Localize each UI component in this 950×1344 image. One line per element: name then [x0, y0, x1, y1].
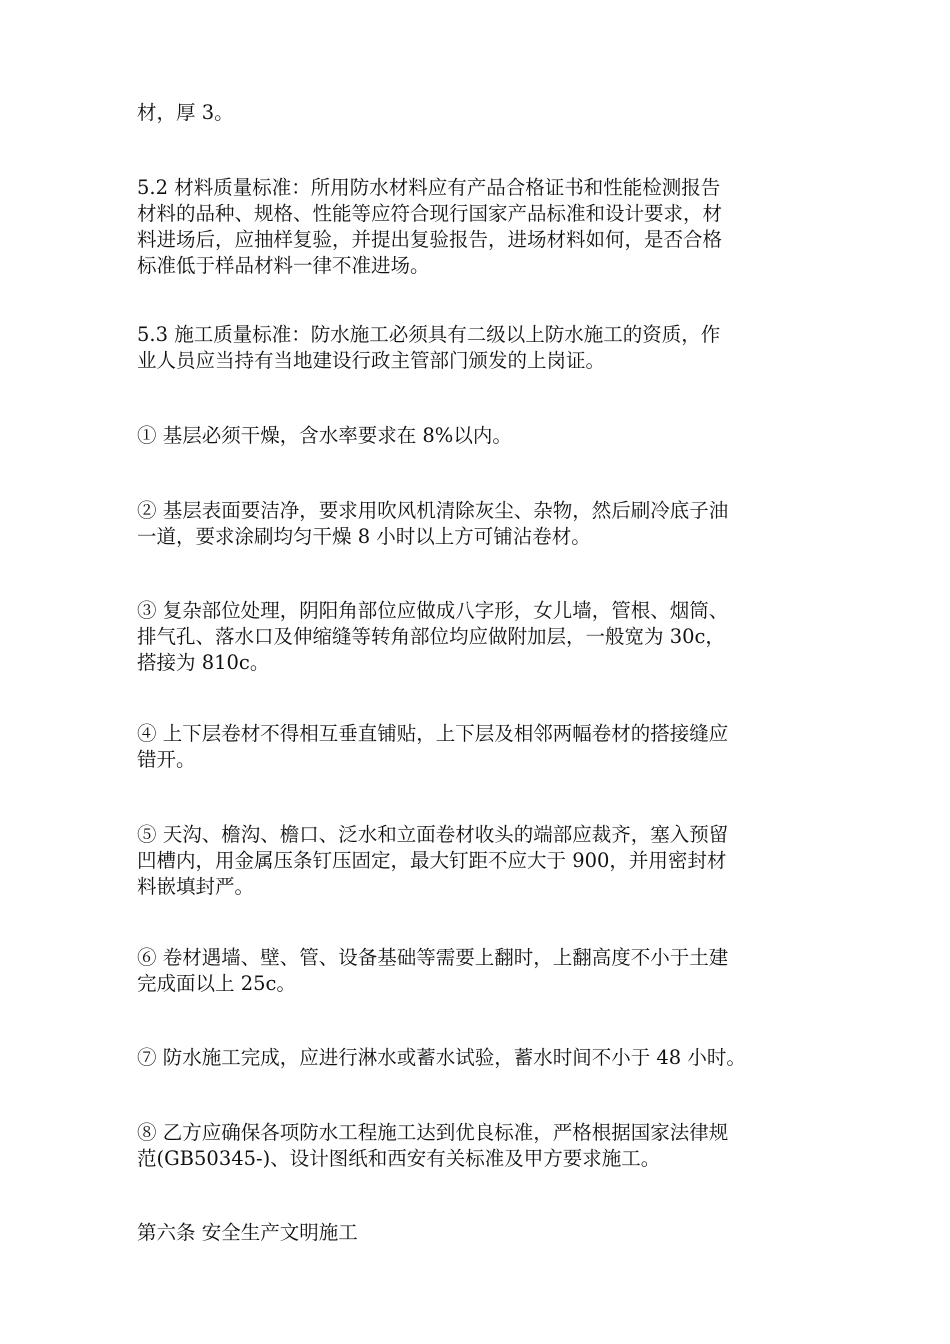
text-line: 材料的品种、规格、性能等应符合现行国家产品标准和设计要求，材	[137, 202, 723, 225]
text-line: ⑤ 天沟、檐沟、檐口、泛水和立面卷材收头的端部应裁齐，塞入预留	[137, 823, 729, 846]
text-line: ⑧ 乙方应确保各项防水工程施工达到优良标准，严格根据国家法律规	[137, 1121, 729, 1144]
text-line: ⑦ 防水施工完成，应进行淋水或蓄水试验，蓄水时间不小于 48 小时。	[137, 1046, 746, 1069]
text-line: ④ 上下层卷材不得相互垂直铺贴，上下层及相邻两幅卷材的搭接缝应	[137, 722, 729, 745]
list-item-4	[137, 721, 817, 773]
text-line: ② 基层表面要洁净，要求用吹风机清除灰尘、杂物，然后刷冷底子油	[137, 499, 729, 522]
text-line: 业人员应当持有当地建设行政主管部门颁发的上岗证。	[137, 349, 606, 372]
list-item-3	[137, 598, 817, 676]
text-line: 第六条 安全生产文明施工	[137, 1221, 358, 1244]
text-line: 范(GB50345-)、设计图纸和西安有关标准及甲方要求施工。	[137, 1147, 661, 1170]
paragraph-continuation	[137, 100, 817, 126]
text-line: 标准低于样品材料一律不准进场。	[137, 254, 430, 277]
paragraph-5-2-material-quality	[137, 175, 817, 279]
text-line: 5.2 材料质量标准：所用防水材料应有产品合格证书和性能检测报告	[137, 176, 721, 199]
text-line: 一道，要求涂刷均匀干燥 8 小时以上方可铺沾卷材。	[137, 525, 591, 548]
text-line: 料嵌填封严。	[137, 875, 255, 898]
text-line: ⑥ 卷材遇墙、壁、管、设备基础等需要上翻时，上翻高度不小于土建	[137, 946, 729, 969]
list-item-5	[137, 822, 817, 900]
list-item-8	[137, 1120, 817, 1172]
text-line: 5.3 施工质量标准：防水施工必须具有二级以上防水施工的资质，作	[137, 323, 721, 346]
text-line: 排气孔、落水口及伸缩缝等转角部位均应做附加层，一般宽为 30c，	[137, 625, 725, 648]
list-item-1	[137, 423, 817, 449]
list-item-2	[137, 498, 817, 550]
text-line: 材，厚 3。	[137, 101, 234, 124]
text-line: ③ 复杂部位处理，阴阳角部位应做成八字形，女儿墙，管根、烟筒、	[137, 599, 729, 622]
text-line: 料进场后，应抽样复验，并提出复验报告，进场材料如何，是否合格	[137, 228, 723, 251]
list-item-6	[137, 945, 817, 997]
text-line: 凹槽内，用金属压条钉压固定，最大钉距不应大于 900，并用密封材	[137, 849, 727, 872]
text-line: ① 基层必须干燥，含水率要求在 8%以内。	[137, 424, 512, 447]
paragraph-5-3-construction-quality	[137, 322, 817, 374]
list-item-7	[137, 1045, 817, 1071]
text-line: 完成面以上 25c。	[137, 972, 296, 995]
text-line: 搭接为 810c。	[137, 651, 270, 674]
article-6-heading	[137, 1220, 817, 1246]
text-line: 错开。	[137, 748, 196, 771]
